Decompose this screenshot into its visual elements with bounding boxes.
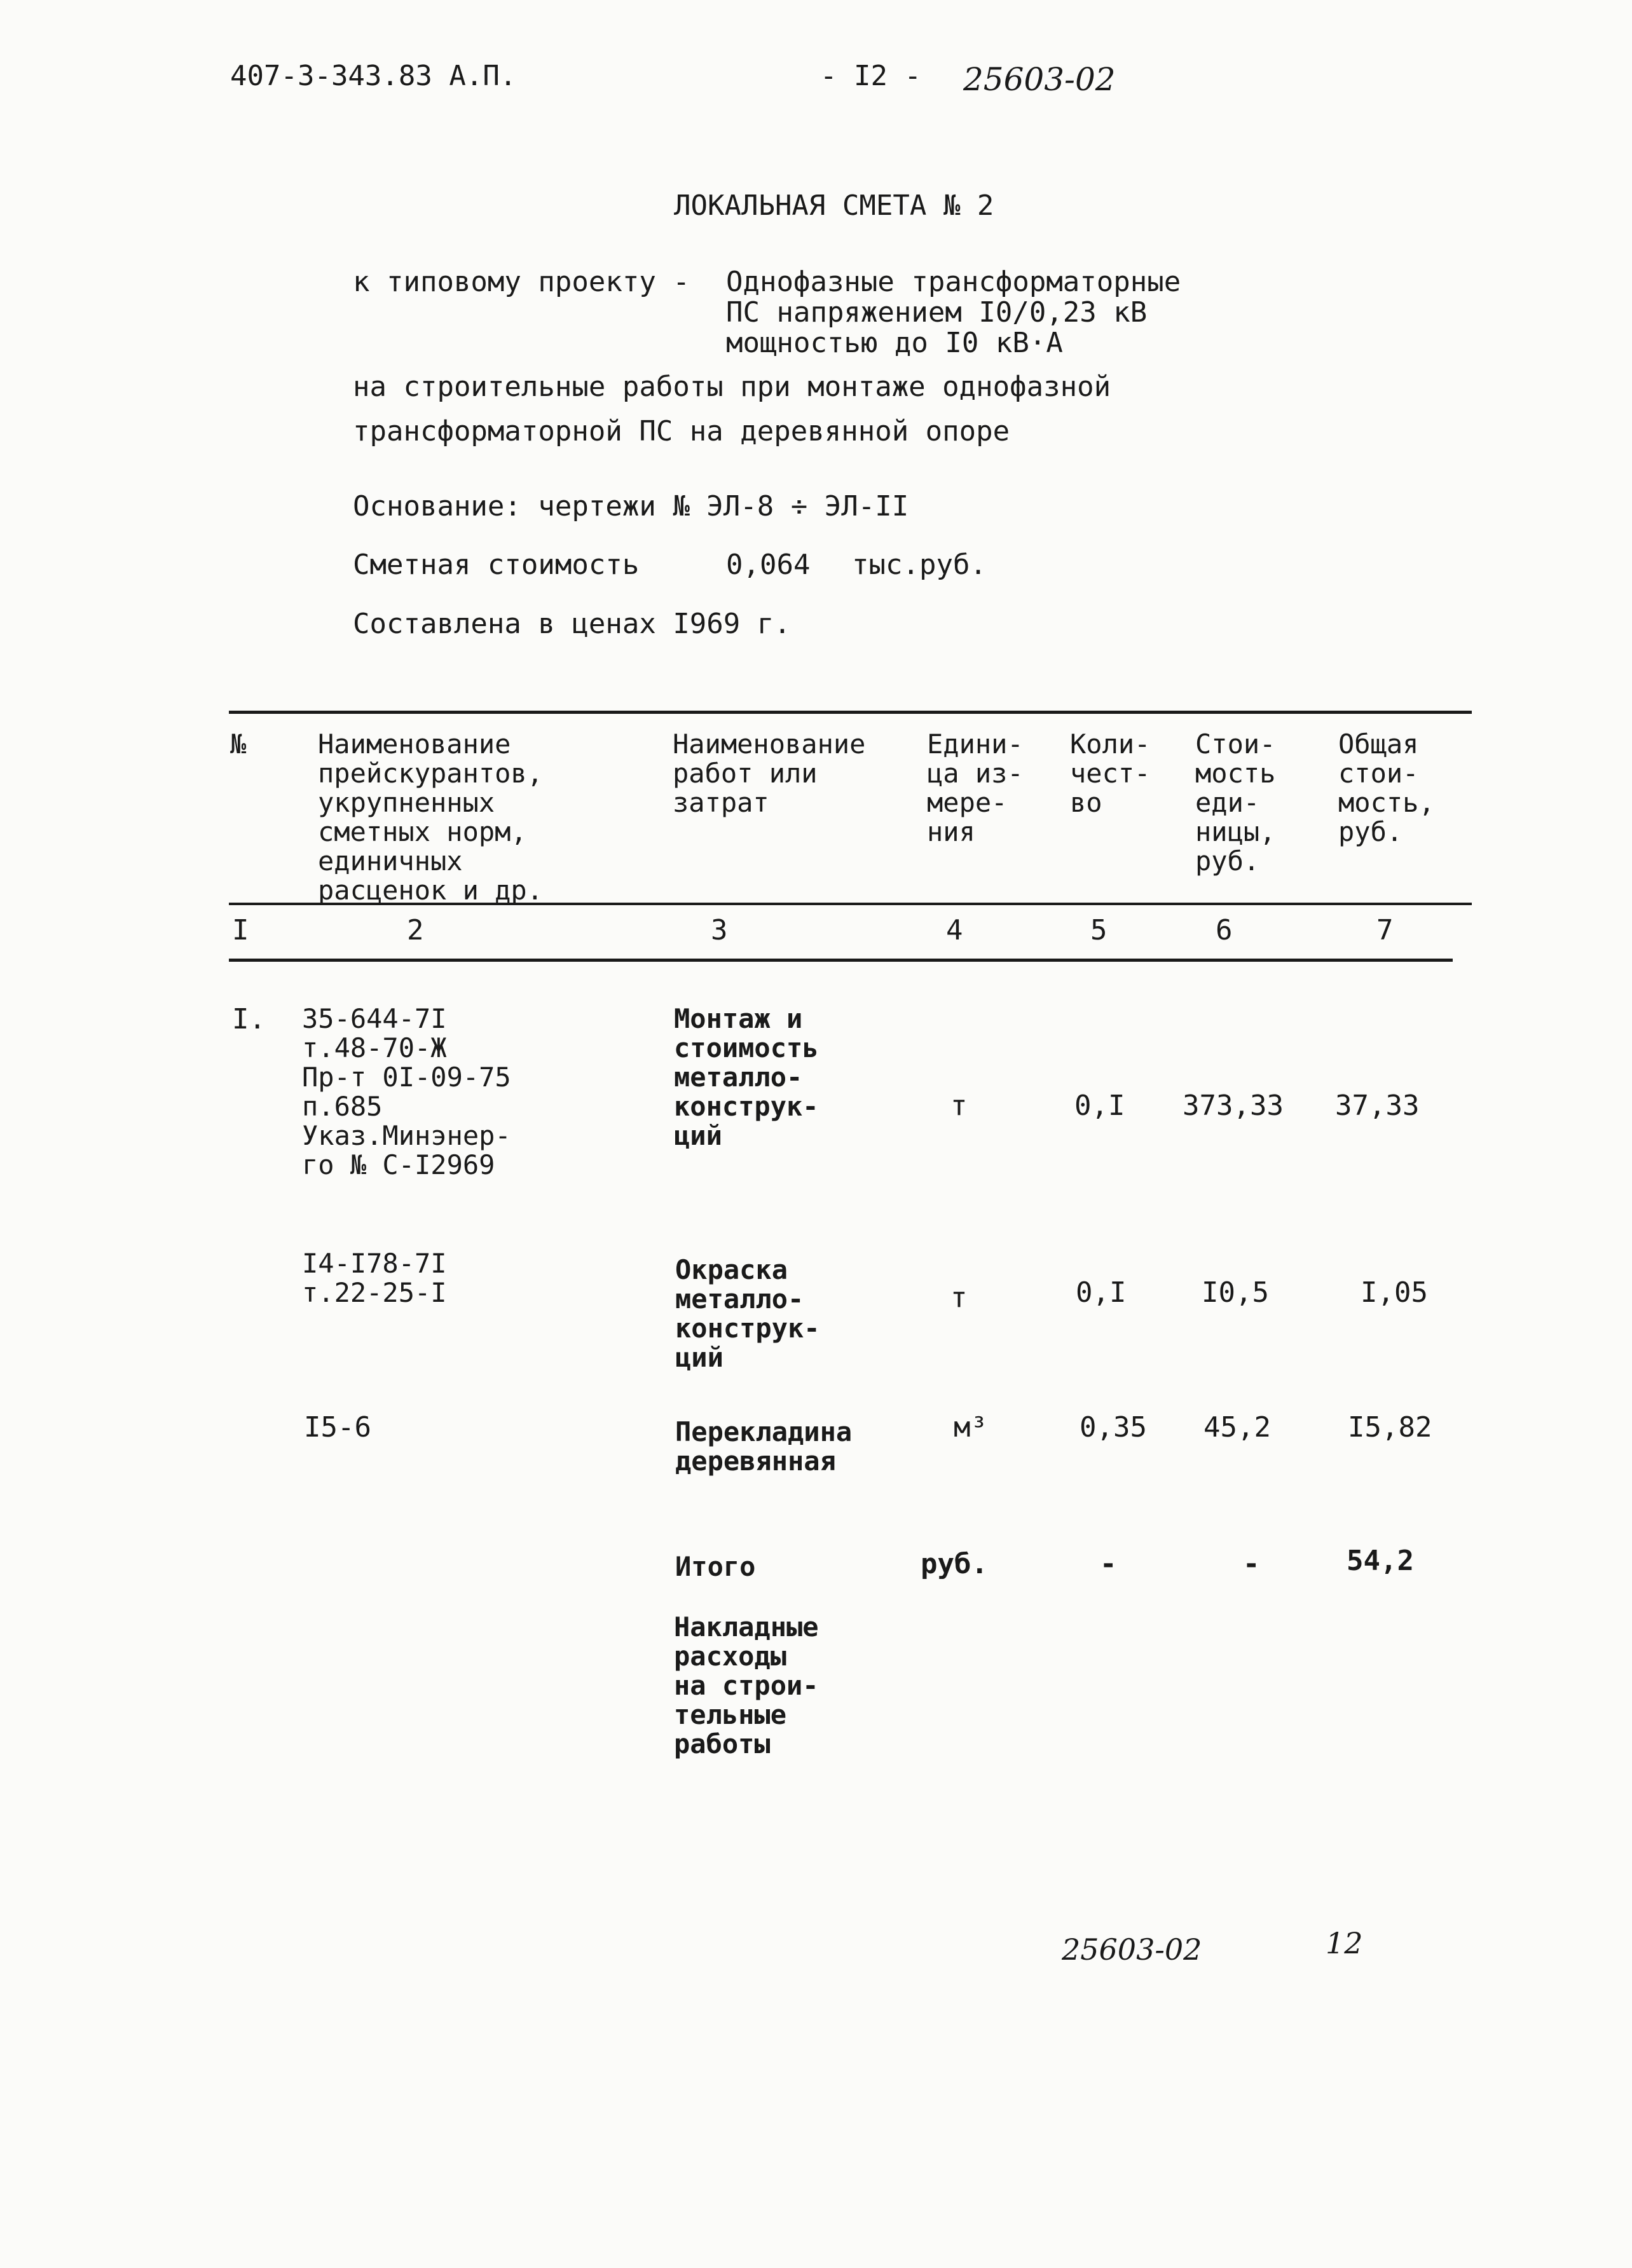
- row-unit: т: [950, 1090, 968, 1122]
- handwritten-footer-number: 25603-02: [1062, 1932, 1202, 1967]
- purpose-line: трансформаторной ПС на деревянной опоре: [353, 415, 1010, 447]
- basis: Основание: чертежи № ЭЛ-8 ÷ ЭЛ-II: [353, 490, 909, 523]
- row-codes: I4-I78-7I т.22-25-I: [302, 1248, 447, 1308]
- row-unit-cost: 45,2: [1203, 1411, 1271, 1444]
- handwritten-page-number: 12: [1326, 1926, 1363, 1960]
- table-numbers-rule: [229, 959, 1453, 962]
- header-pricelists: Наименование прейскурантов, укрупненных сметных норм, единичных расценок и др.: [318, 728, 544, 906]
- row-unit-cost: I0,5: [1202, 1276, 1269, 1309]
- project-description: [726, 267, 1181, 359]
- row-number: I.: [232, 1003, 266, 1035]
- column-number: 5: [1090, 914, 1107, 946]
- row-total: 37,33: [1335, 1090, 1420, 1122]
- project-label: к типовому проекту -: [353, 266, 690, 298]
- row-quantity: 0,35: [1080, 1411, 1147, 1444]
- page-marker: - I2 -: [820, 60, 921, 92]
- row-work: Итого: [675, 1551, 756, 1582]
- header-total: Общая стои- мость, руб.: [1338, 728, 1435, 847]
- cost-label: Сметная стоимость: [353, 549, 640, 581]
- row-unit: руб.: [921, 1548, 988, 1580]
- row-quantity: -: [1100, 1548, 1117, 1580]
- header-work: Наименование работ или затрат: [673, 728, 866, 818]
- page-title: ЛОКАЛЬНАЯ СМЕТА № 2: [674, 189, 994, 222]
- header-number: №: [230, 728, 247, 760]
- header-quantity: Коли- чест- во: [1070, 728, 1151, 818]
- cost-unit: тыс.руб.: [852, 549, 987, 581]
- row-work: Перекладина деревянная: [675, 1416, 853, 1477]
- handwritten-number: 25603-02: [963, 61, 1116, 98]
- row-total: 54,2: [1347, 1545, 1414, 1577]
- column-number: 2: [407, 914, 424, 946]
- row-work: Окраска металло- конструк- ций: [675, 1254, 820, 1373]
- column-number: 6: [1216, 914, 1233, 946]
- project-line: мощностью до I0 кВ·А: [726, 327, 1063, 359]
- column-number: I: [232, 914, 249, 946]
- prices-year: Составлена в ценах I969 г.: [353, 608, 791, 640]
- purpose-line: на строительные работы при монтаже однофазной: [353, 371, 1111, 403]
- row-unit: т: [950, 1281, 968, 1314]
- column-number: 3: [711, 914, 728, 946]
- header-unit: Едини- ца из- мере- ния: [927, 728, 1024, 847]
- cost-value: 0,064: [726, 549, 811, 581]
- row-work: Монтаж и стоимость металло- конструк- ций: [674, 1003, 819, 1151]
- column-number: 4: [946, 914, 963, 946]
- row-codes: 35-644-7I т.48-70-Ж Пр-т 0I-09-75 п.685 Указ.Минэнер- го № С-I2969: [302, 1003, 511, 1180]
- row-work: Накладные расходы на строи- тельные работы: [674, 1611, 819, 1759]
- row-total: I5,82: [1348, 1411, 1432, 1444]
- row-quantity: 0,I: [1076, 1276, 1127, 1309]
- project-line: ПС напряжением I0/0,23 кВ: [726, 296, 1148, 329]
- project-line: Однофазные трансформаторные: [726, 266, 1181, 298]
- column-number: 7: [1376, 914, 1394, 946]
- row-total: I,05: [1361, 1276, 1428, 1309]
- row-quantity: 0,I: [1074, 1090, 1125, 1122]
- row-codes: I5-6: [304, 1411, 371, 1444]
- row-unit-cost: -: [1243, 1548, 1260, 1580]
- document-code: 407-3-343.83 А.П.: [230, 60, 517, 92]
- header-unit-cost: Стои- мость еди- ницы, руб.: [1195, 728, 1276, 877]
- row-unit-cost: 373,33: [1183, 1090, 1284, 1122]
- table-top-rule: [229, 711, 1472, 714]
- row-unit: м³: [954, 1411, 987, 1444]
